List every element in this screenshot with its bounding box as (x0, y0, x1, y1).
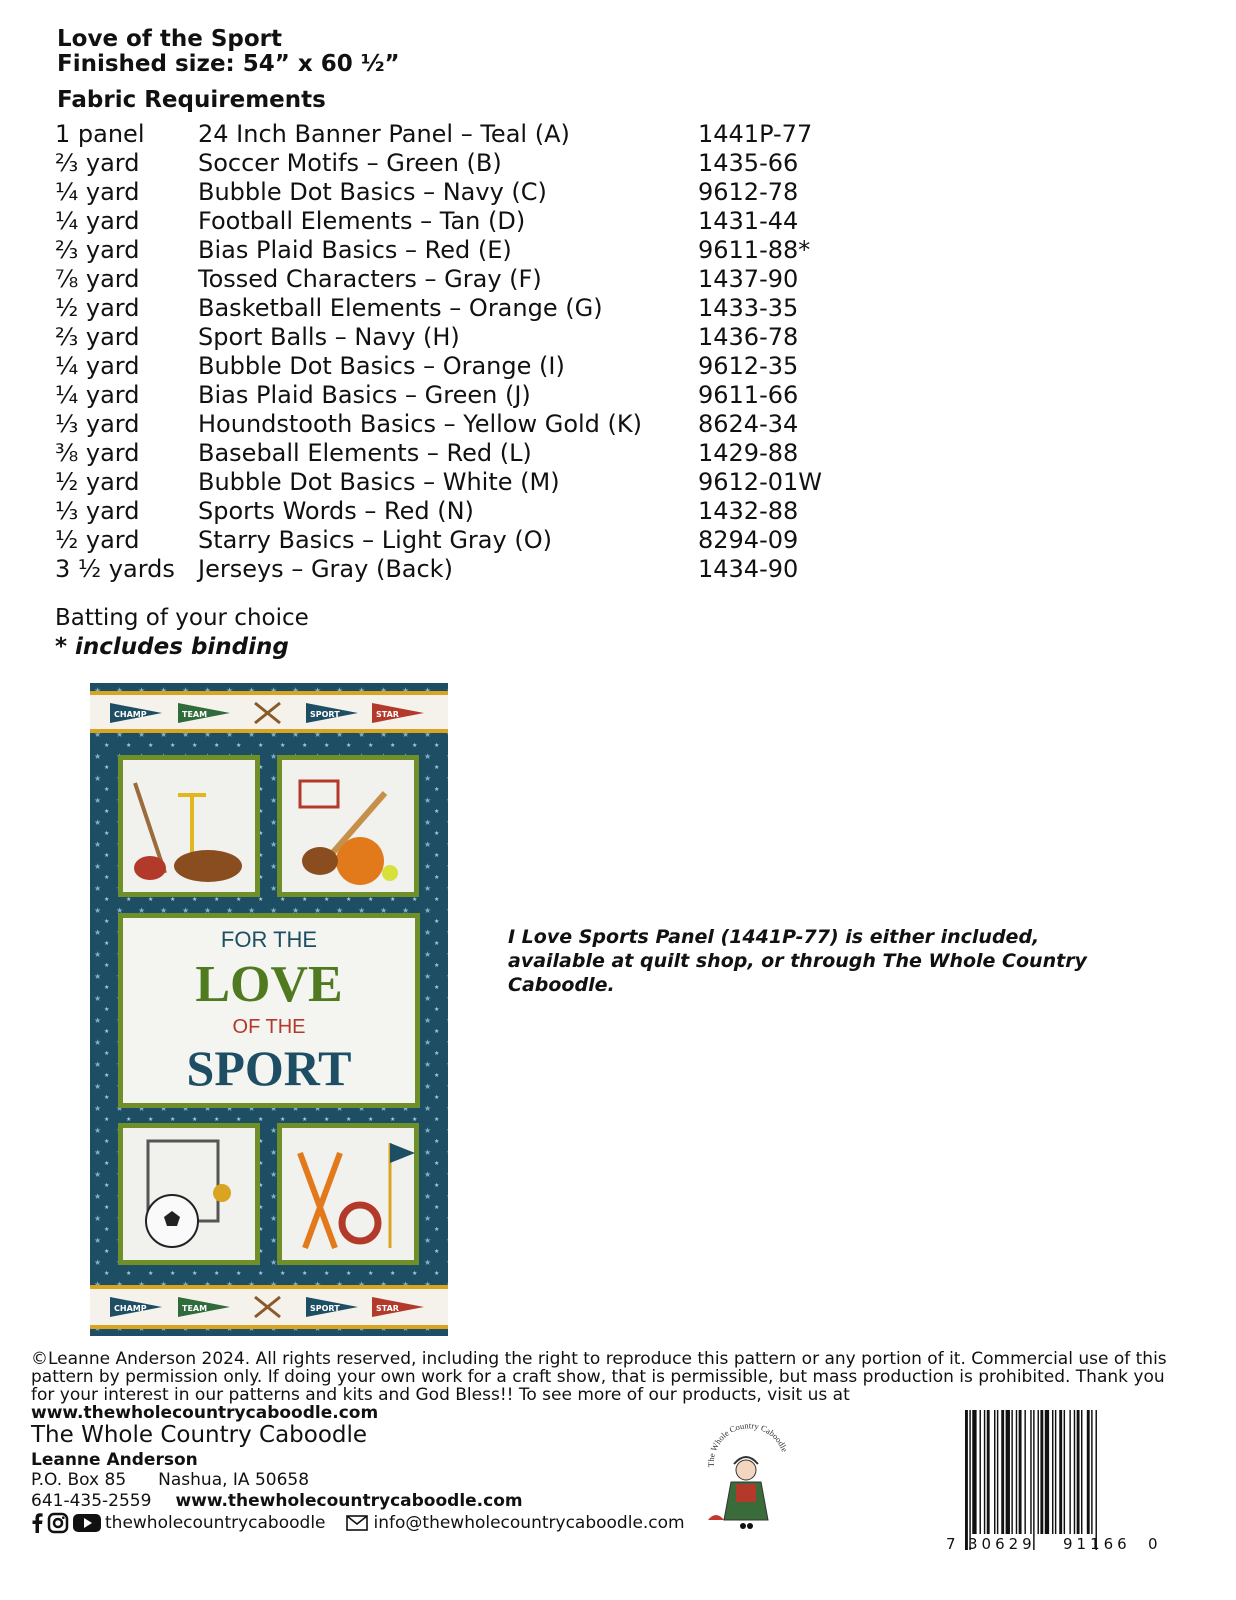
fabric-quantity: ⅓ yard (55, 410, 140, 438)
fabric-name: Houndstooth Basics – Yellow Gold (K) (198, 410, 643, 438)
barcode-bar (994, 1410, 995, 1534)
fabric-row (55, 497, 822, 526)
company-website-link[interactable]: www.thewholecountrycaboodle.com (175, 1491, 523, 1511)
fabric-quantity: ⅔ yard (55, 323, 140, 351)
batting-note: Batting of your choice (55, 605, 309, 631)
pennant-label: SPORT (310, 710, 340, 719)
fabric-requirements-heading: Fabric Requirements (57, 87, 326, 113)
fabric-code: 1441P-77 (698, 120, 813, 148)
fabric-quantity: ¼ yard (55, 207, 140, 235)
fabric-quantity: ¼ yard (55, 352, 140, 380)
fabric-row (55, 526, 822, 555)
barcode-bar (980, 1410, 981, 1534)
barcode-bar (1016, 1410, 1017, 1534)
fabric-name: Baseball Elements – Red (L) (198, 439, 532, 467)
barcode-first-digit: 7 (946, 1535, 956, 1553)
fabric-table-body (55, 120, 822, 584)
fabric-row (55, 468, 822, 497)
fabric-code: 1429-88 (698, 439, 799, 467)
caboodle-logo (696, 1412, 796, 1537)
fabric-row (55, 323, 822, 352)
fabric-row (55, 381, 822, 410)
fabric-quantity: ½ yard (55, 526, 140, 554)
fabric-name: Sport Balls – Navy (H) (198, 323, 460, 351)
pattern-title: Love of the Sport (57, 26, 283, 52)
fabric-row (55, 555, 822, 584)
pattern-title-block (57, 27, 400, 77)
panel-availability-note: I Love Sports Panel (1441P-77) is either included, available at quilt shop, or through The Whole Country Caboodle. (508, 926, 1087, 996)
barcode-bar (987, 1410, 990, 1534)
barcode-bar (1019, 1410, 1022, 1534)
contact-line (31, 1491, 523, 1511)
social-handle: thewholecountrycaboodle (105, 1513, 326, 1533)
fabric-quantity: 3 ½ yards (55, 555, 175, 583)
fabric-row (55, 439, 822, 468)
binding-note: * includes binding (55, 634, 289, 660)
fabric-row (55, 207, 822, 236)
fabric-row (55, 352, 822, 381)
fabric-row (55, 265, 822, 294)
fabric-quantity: ⅔ yard (55, 236, 140, 264)
fabric-quantity: ½ yard (55, 294, 140, 322)
fabric-code: 9611-88* (698, 236, 811, 264)
fabric-name: Football Elements – Tan (D) (198, 207, 526, 235)
fabric-quantity: ¼ yard (55, 178, 140, 206)
youtube-icon[interactable] (73, 1513, 101, 1533)
barcode-bar (1040, 1410, 1043, 1534)
fabric-name: Bubble Dot Basics – Orange (I) (198, 352, 565, 380)
fabric-quantity: 1 panel (55, 120, 145, 148)
panel-line-love: LOVE (195, 956, 343, 1013)
barcode-bar (1045, 1410, 1049, 1534)
barcode-left-group: 30629 (968, 1535, 1036, 1553)
barcode-bar (972, 1410, 976, 1534)
fabric-name: Soccer Motifs – Green (B) (198, 149, 502, 177)
fabric-row (55, 236, 822, 265)
facebook-icon[interactable] (31, 1513, 43, 1533)
fabric-quantity: ⅓ yard (55, 497, 140, 525)
barcode-bar (1064, 1410, 1065, 1534)
fabric-code: 9612-35 (698, 352, 799, 380)
pennant-label: CHAMP (114, 1304, 147, 1313)
barcode-bar (1055, 1410, 1056, 1534)
fabric-code: 1432-88 (698, 497, 799, 525)
city-state-zip: Nashua, IA 50658 (158, 1470, 310, 1490)
barcode-bar (965, 1410, 968, 1550)
pennant-label: CHAMP (114, 710, 147, 719)
pennant-label: TEAM (182, 1304, 208, 1313)
barcode-bar (1059, 1410, 1062, 1534)
fabric-name: Bias Plaid Basics – Green (J) (198, 381, 531, 409)
email-block (346, 1513, 685, 1533)
fabric-code: 9612-01W (698, 468, 823, 496)
fabric-row (55, 294, 822, 323)
fabric-code: 1435-66 (698, 149, 799, 177)
fabric-quantity: ½ yard (55, 468, 140, 496)
fabric-code: 1436-78 (698, 323, 799, 351)
fabric-name: Jerseys – Gray (Back) (198, 555, 453, 583)
company-owner: Leanne Anderson (31, 1450, 198, 1470)
pennant-label: STAR (376, 1304, 399, 1313)
pennant-label: SPORT (310, 1304, 340, 1313)
svg-text:The Whole Country Caboodle: The Whole Country Caboodle (705, 1420, 790, 1468)
barcode-bar (1011, 1410, 1012, 1534)
fabric-quantity: ⅔ yard (55, 149, 140, 177)
po-box: P.O. Box 85 (31, 1470, 127, 1490)
fabric-name: Bias Plaid Basics – Red (E) (198, 236, 512, 264)
barcode-bar (1038, 1410, 1039, 1534)
barcode-bar (1077, 1410, 1080, 1534)
fabric-code: 1437-90 (698, 265, 799, 293)
social-line (31, 1512, 685, 1534)
panel-line-of-the: OF THE (232, 1016, 306, 1038)
fabric-requirements-table (55, 120, 822, 584)
fabric-name: Bubble Dot Basics – Navy (C) (198, 178, 547, 206)
fabric-code: 1433-35 (698, 294, 799, 322)
fabric-row (55, 410, 822, 439)
fabric-code: 1434-90 (698, 555, 799, 583)
fabric-row (55, 120, 822, 149)
barcode-bar (1087, 1410, 1090, 1534)
fabric-name: 24 Inch Banner Panel – Teal (A) (198, 120, 570, 148)
fabric-quantity: ¼ yard (55, 381, 140, 409)
barcode-bar (1024, 1410, 1025, 1534)
fabric-code: 8624-34 (698, 410, 799, 438)
barcode-bar (984, 1410, 985, 1534)
barcode-bar (1052, 1410, 1053, 1534)
company-name: The Whole Country Caboodle (31, 1422, 368, 1448)
barcode-bar (1074, 1410, 1075, 1534)
barcode-bar (969, 1410, 970, 1550)
copyright-website-link[interactable]: www.thewholecountrycaboodle.com (31, 1403, 379, 1423)
pennant-label: TEAM (182, 710, 208, 719)
finished-size: Finished size: 54” x 60 ½” (57, 51, 400, 77)
fabric-row (55, 149, 822, 178)
barcode-bar (1069, 1410, 1070, 1534)
barcode-bar (1006, 1410, 1010, 1534)
fabric-code: 9611-66 (698, 381, 799, 409)
email-address-link[interactable]: info@thewholecountrycaboodle.com (373, 1513, 685, 1533)
fabric-code: 1431-44 (698, 207, 799, 235)
fabric-quantity: ⅜ yard (55, 439, 140, 467)
barcode-bar (1091, 1410, 1092, 1534)
barcode-bar (1001, 1410, 1004, 1534)
fabric-quantity: ⅞ yard (55, 265, 140, 293)
phone-number: 641-435-2559 (31, 1491, 152, 1511)
barcode-right-group: 91166 (1063, 1535, 1131, 1553)
barcode-bar (1033, 1410, 1034, 1550)
envelope-icon (346, 1515, 368, 1531)
fabric-name: Basketball Elements – Orange (G) (198, 294, 603, 322)
fabric-name: Bubble Dot Basics – White (M) (198, 468, 560, 496)
fabric-name: Tossed Characters – Gray (F) (198, 265, 542, 293)
fabric-code: 8294-09 (698, 526, 799, 554)
pennant-label: STAR (376, 710, 399, 719)
copyright-text: ©Leanne Anderson 2024. All rights reserved, including the right to reproduce this pattern or any portion of it. Commercial use of this pattern by permission only. If doing your own work for a craft show, that is permissible, but mass production is prohibited. Thank you for your interest in our patterns and kits and God Bless!! To see more of our products, visit us at (31, 1349, 1167, 1405)
fabric-code: 9612-78 (698, 178, 799, 206)
company-address (31, 1470, 309, 1490)
panel-line-sport: SPORT (186, 1040, 352, 1096)
barcode-bar (1081, 1410, 1082, 1534)
barcode-bar (1096, 1410, 1097, 1550)
fabric-name: Starry Basics – Light Gray (O) (198, 526, 552, 554)
panel-line-for-the: FOR THE (220, 927, 318, 952)
instagram-icon[interactable] (47, 1512, 69, 1534)
barcode-bar (997, 1410, 998, 1534)
barcode-last-digit: 0 (1148, 1535, 1158, 1553)
fabric-row (55, 178, 822, 207)
banner-panel-image (90, 683, 448, 1336)
fabric-name: Sports Words – Red (N) (198, 497, 474, 525)
barcode-bar (1030, 1410, 1031, 1534)
